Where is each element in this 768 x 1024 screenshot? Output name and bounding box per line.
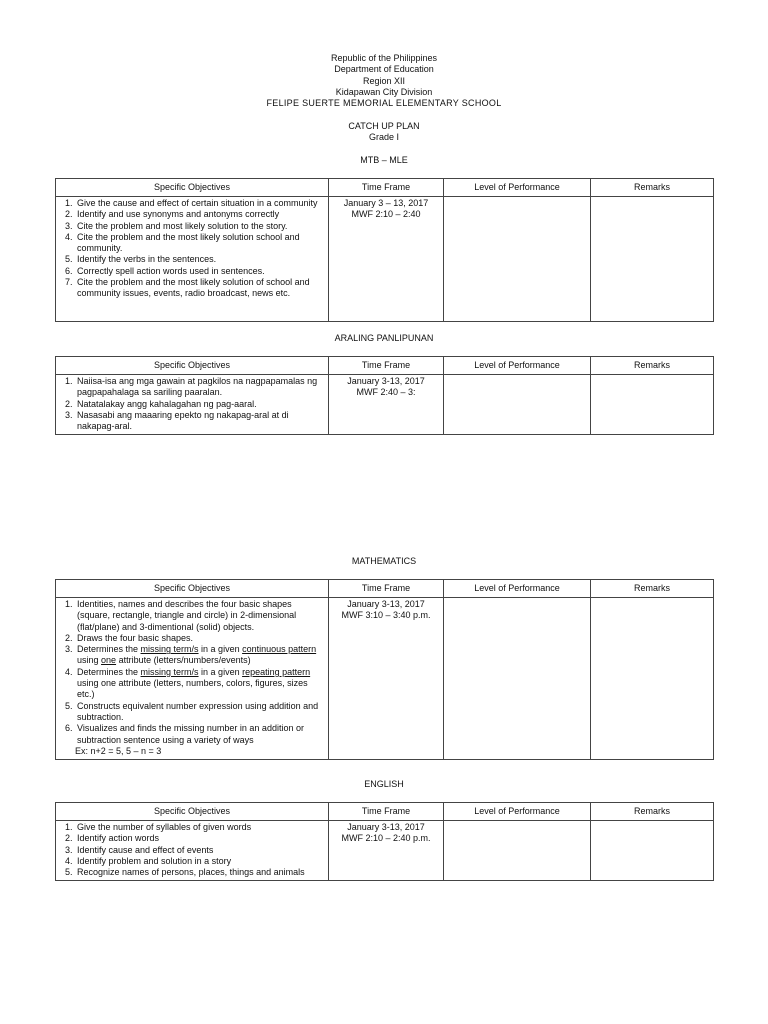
objective-item: 3. Determines the missing term/s in a given continuous pattern using one attribute (letters/numbers/events) <box>75 644 326 667</box>
col-header-objectives: Specific Objectives <box>56 179 329 197</box>
time-frame-cell <box>329 598 444 760</box>
objective-item: 3. Nasasabi ang maaaring epekto ng nakapag-aral at di nakapag-aral. <box>75 410 326 433</box>
subject-title-mtb: MTB – MLE <box>360 155 408 165</box>
table-row <box>56 375 714 435</box>
table-header-row <box>56 179 714 197</box>
math-table <box>55 579 714 760</box>
objective-item: 1. Give the cause and effect of certain situation in a community <box>75 198 326 209</box>
objectives-cell <box>56 197 329 322</box>
table-row <box>56 821 714 881</box>
table-row <box>56 598 714 760</box>
header-department: Department of Education <box>334 64 434 75</box>
col-header-objectives: Specific Objectives <box>56 357 329 375</box>
subject-title-math: MATHEMATICS <box>351 556 417 566</box>
header-republic: Republic of the Philippines <box>330 53 438 63</box>
ap-table <box>55 356 714 435</box>
col-header-performance: Level of Performance <box>444 179 591 197</box>
english-table <box>55 802 714 881</box>
objectives-cell <box>56 598 329 760</box>
time-frame-dates: January 3-13, 2017 <box>347 376 425 386</box>
col-header-time-frame: Time Frame <box>329 179 444 197</box>
col-header-time-frame: Time Frame <box>329 803 444 821</box>
time-frame-dates: January 3 – 13, 2017 <box>343 198 429 208</box>
col-header-performance: Level of Performance <box>444 580 591 598</box>
col-header-performance: Level of Performance <box>444 803 591 821</box>
plan-title: CATCH UP PLAN <box>348 120 420 131</box>
performance-cell <box>444 197 591 322</box>
table-header-row <box>56 580 714 598</box>
performance-cell <box>444 821 591 881</box>
objective-item: 4. Determines the missing term/s in a given repeating pattern using one attribute (letters, numbers, colors, figures, sizes etc.) <box>75 667 326 701</box>
subject-title-english: ENGLISH <box>364 779 404 789</box>
col-header-objectives: Specific Objectives <box>56 803 329 821</box>
grade-label: Grade I <box>368 132 399 143</box>
subject-title-ap: ARALING PANLIPUNAN <box>334 333 434 343</box>
time-frame-cell <box>329 821 444 881</box>
header-region: Region XII <box>362 75 406 86</box>
remarks-cell <box>591 598 714 760</box>
objective-item: 6. Visualizes and finds the missing number in an addition or subtraction sentence using a variety of ways <box>75 723 326 746</box>
objective-item: 1. Naiisa-isa ang mga gawain at pagkilos na nagpapamalas ng pagpapahalaga sa sariling paaralan. <box>75 376 326 399</box>
objective-item: 5. Identify the verbs in the sentences. <box>75 254 326 265</box>
mtb-table <box>55 178 714 322</box>
time-frame-cell <box>329 375 444 435</box>
time-frame-schedule: MWF 3:10 – 3:40 p.m. <box>341 610 431 621</box>
example-line: Ex: n+2 = 5, 5 – n = 3 <box>75 745 162 756</box>
col-header-performance: Level of Performance <box>444 357 591 375</box>
objective-item: 6. Correctly spell action words used in sentences. <box>75 266 326 277</box>
objective-item: 7. Cite the problem and the most likely solution of school and community issues, events, radio broadcast, news etc. <box>75 277 326 300</box>
time-frame-schedule: MWF 2:10 – 2:40 p.m. <box>341 833 431 844</box>
col-header-remarks: Remarks <box>591 580 714 598</box>
col-header-remarks: Remarks <box>591 357 714 375</box>
objective-item: 2. Draws the four basic shapes. <box>75 633 326 644</box>
time-frame-dates: January 3-13, 2017 <box>347 599 425 609</box>
col-header-time-frame: Time Frame <box>329 580 444 598</box>
performance-cell <box>444 375 591 435</box>
objective-item: 3. Cite the problem and most likely solution to the story. <box>75 221 326 232</box>
objectives-cell <box>56 821 329 881</box>
time-frame-schedule: MWF 2:10 – 2:40 <box>351 209 421 220</box>
objectives-cell <box>56 375 329 435</box>
table-row <box>56 197 714 322</box>
objective-item: 5. Constructs equivalent number expression using addition and subtraction. <box>75 701 326 724</box>
document-header <box>0 53 768 143</box>
col-header-remarks: Remarks <box>591 179 714 197</box>
time-frame-schedule: MWF 2:40 – 3: <box>356 387 416 398</box>
table-header-row <box>56 803 714 821</box>
remarks-cell <box>591 197 714 322</box>
objective-item: 4. Identify problem and solution in a story <box>75 856 326 867</box>
objective-item: 5. Recognize names of persons, places, things and animals <box>75 867 326 878</box>
objective-item: 2. Identify and use synonyms and antonyms correctly <box>75 209 326 220</box>
col-header-time-frame: Time Frame <box>329 357 444 375</box>
objective-item: 4. Cite the problem and the most likely solution school and community. <box>75 232 326 255</box>
objective-item: 3. Identify cause and effect of events <box>75 845 326 856</box>
remarks-cell <box>591 821 714 881</box>
table-header-row <box>56 357 714 375</box>
header-division: Kidapawan City Division <box>335 86 433 97</box>
time-frame-cell <box>329 197 444 322</box>
objective-item: 2. Natatalakay angg kahalagahan ng pag-aaral. <box>75 399 326 410</box>
col-header-objectives: Specific Objectives <box>56 580 329 598</box>
objective-item: 1. Identities, names and describes the four basic shapes (square, rectangle, triangle and circle) in 2-dimensional (flat/plane) and 3-dimentional (solid) objects. <box>75 599 326 633</box>
school-name: FELIPE SUERTE MEMORIAL ELEMENTARY SCHOOL <box>266 98 502 109</box>
objective-item: 1. Give the number of syllables of given words <box>75 822 326 833</box>
col-header-remarks: Remarks <box>591 803 714 821</box>
performance-cell <box>444 598 591 760</box>
remarks-cell <box>591 375 714 435</box>
time-frame-dates: January 3-13, 2017 <box>347 822 425 832</box>
objective-item: 2. Identify action words <box>75 833 326 844</box>
